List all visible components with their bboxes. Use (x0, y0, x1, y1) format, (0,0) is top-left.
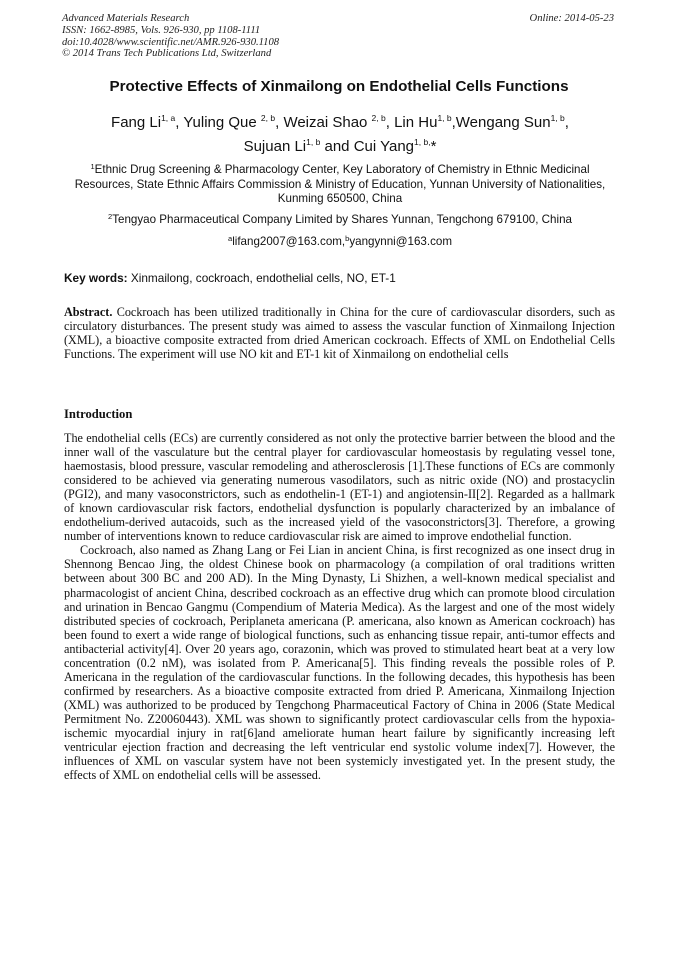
affiliation-text: Tengyao Pharmaceutical Company Limited by Shares Yunnan, Tengchong 679100, China (112, 213, 572, 226)
affiliation-mark: 2 (108, 212, 113, 221)
affiliation-mark: 1 (90, 162, 95, 171)
author-affil-mark: 1, b, (414, 137, 431, 147)
author-affil-mark: 1, b (306, 137, 321, 147)
email-line (60, 235, 620, 250)
corresponding-mark: * (430, 138, 437, 155)
abstract (64, 305, 615, 361)
section-heading-introduction: Introduction (64, 407, 133, 421)
affiliation-text: Ethnic Drug Screening & Pharmacology Center, Key Laboratory of Chemistry in Ethnic Medicinal Resources, State Ethnic Affairs Commission & Ministry of Education, Yunnan University of Nationalities, Kunming 650500, China (74, 163, 606, 206)
author-separator: , (275, 114, 284, 131)
keywords-text: Xinmailong, cockroach, endothelial cells, NO, ET-1 (130, 271, 396, 285)
abstract-label: Abstract. (64, 305, 113, 319)
author-name: Sujuan Li (243, 138, 307, 155)
author-name: Weizai Shao (283, 114, 372, 131)
author-separator: , (564, 114, 569, 131)
author-separator: and (320, 138, 354, 155)
online-date: Online: 2014-05-23 (529, 13, 614, 24)
affiliation-1 (60, 163, 620, 207)
paragraph: The endothelial cells (ECs) are currently considered as not only the protective barrier between the blood and the inner wall of the vasculature but the central player for cardiovascular homeostasis by regulating vessel tone, haemostasis, blood pressure, vascular remodeling and atherosclerosis [1].These functions of ECs are commonly considered to be achieved via generating numerous vasodilators, such as nitric oxide (NO) and prostacyclin (PGI2), and many vasoconstrictors, such as endothelin-1 (ET-1) and angiotensin-II[2]. Regarded as a hallmark of known cardiovascular risk factors, endothelial dysfunction is popularly characterized by an imbalance of endothelium-derived autacoids, such as the increased yield of the vasoconstrictors[3]. Therefore, a growing number of interventions known to reduce cardiovascular risk are aimed to improve endothelial function. (64, 431, 615, 544)
author-name: Wengang Sun (455, 114, 551, 131)
author-name: Yuling Que (183, 114, 261, 131)
email-address: yangynni@163.com (349, 235, 452, 248)
email-mark: b (345, 234, 350, 243)
author-affil-mark: 1, a (161, 113, 176, 123)
author-separator: , (175, 114, 184, 131)
author-name: Fang Li (111, 114, 162, 131)
paragraph: Cockroach, also named as Zhang Lang or Fei Lian in ancient China, is first recognized as one insect drug in Shennong Bencao Jing, the oldest Chinese book on pharmacology (a compilation of oral traditions written between about 300 BC and 200 AD). In the Ming Dynasty, Li Shizhen, a well-known medical specialist and pharmacologist of ancient China, described cockroach as an effective drug which can promote blood circulation and urination in Bencao Gangmu (Compendium of Materia Medica). As the largest and one of the most widely distributed species of cockroach, Periplaneta americana (P. americana, also known as American cockroach) has been found to exert a wide range of biological functions, such as enhancing tissue repair, anti-tumor effects and antibacterial activity[4]. Over 20 years ago, corazonin, which was proved to stimulated heart beat at a very low concentration (0.2 nM), was isolated from P. Americana[5]. This finding reveals the possible roles of P. Americana in the regulation of the cardiovascular functions. In the following decades, this hypothesis has been confirmed by researchers. As a bioactive composite extracted from dried P. Americana, Xinmailong Injection (XML) was authorized to be produced by Tengchong Pharmaceutical Factory of China in 2006 (State Medical Permitment No. Z20060443). XML was shown to significantly protect cardiovascular cells from the hypoxia-ischemic myocardial injury in rat[6]and ameliorate human heart failure by significantly increasing left ventricular ejection fraction and decreasing the left ventricular end systolic volume index[7]. However, the influences of XML on vascular system have not been systemicly investigated yet. In the present study, the effects of XML on endothelial cells will be assessed. (64, 543, 615, 783)
copyright-line: © 2014 Trans Tech Publications Ltd, Switzerland (62, 48, 272, 60)
author-affil-mark: 2, b (260, 113, 276, 123)
abstract-text: Cockroach has been utilized traditionally in China for the cure of cardiovascular disorders, such as circulatory disturbances. The present study was aimed to assess the vascular function of Xinmailong Injection (XML), a bioactive composite extracted from dried American cockroach. Effects of XML on Endothelial Cells Functions. The experiment will use NO kit and ET-1 kit of Xinmailong on endothelial cells (64, 305, 615, 362)
paper-title: Protective Effects of Xinmailong on Endothelial Cells Functions (109, 78, 569, 95)
author-affil-mark: 2, b (371, 113, 386, 123)
keywords-label: Key words: (64, 271, 128, 285)
email-mark: a (228, 234, 233, 243)
journal-header (62, 13, 279, 60)
author-list (40, 111, 640, 159)
author-name: Lin Hu (394, 114, 438, 131)
journal-name: Advanced Materials Research (62, 13, 190, 24)
issn-line: ISSN: 1662-8985, Vols. 926-930, pp 1108-1111 (62, 24, 261, 36)
introduction-body (64, 431, 615, 782)
affiliation-2 (60, 213, 620, 228)
author-separator: , (451, 114, 456, 131)
email-address: lifang2007@163.com, (232, 235, 346, 248)
keywords (64, 271, 624, 285)
author-affil-mark: 1, b (550, 113, 565, 123)
author-name: Cui Yang (353, 138, 415, 155)
author-separator: , (385, 114, 395, 131)
doi-line: doi:10.4028/www.scientific.net/AMR.926-930.1108 (62, 36, 280, 48)
author-affil-mark: 1, b (437, 113, 452, 123)
